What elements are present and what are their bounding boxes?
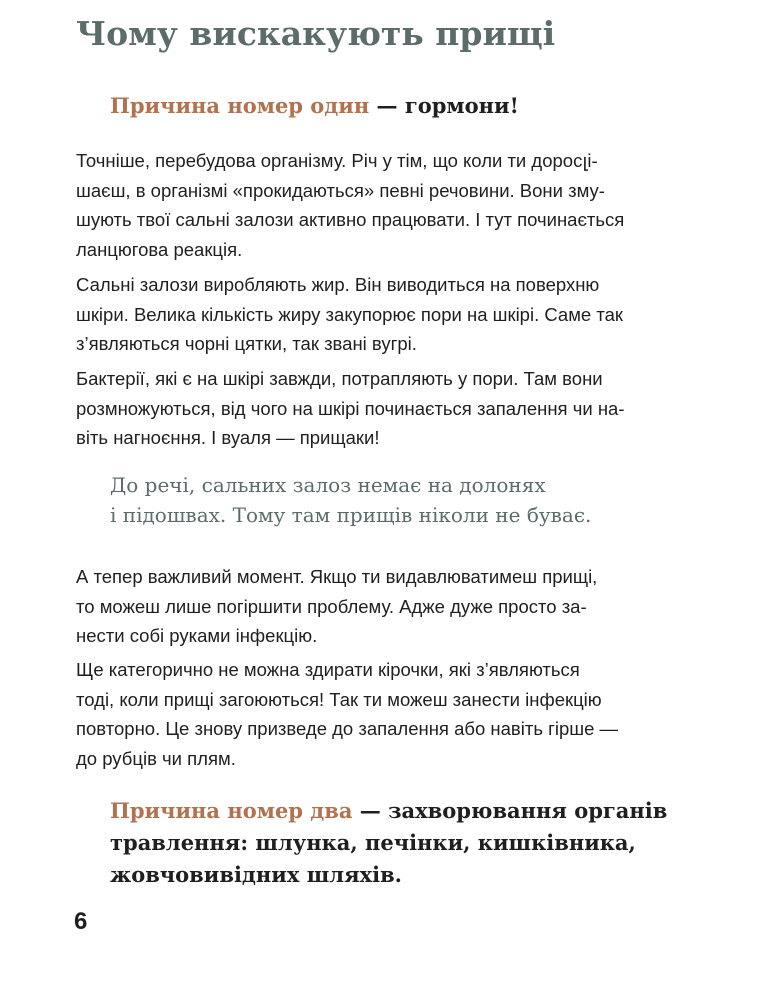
paragraph-squeezing <box>76 562 597 651</box>
reason-one-heading <box>110 90 710 122</box>
paragraph-line: шкіри. Велика кількість жиру закупорює пори на шкірі. Саме так <box>76 303 624 325</box>
paragraph-line: ланцюгова реакція. <box>76 238 243 260</box>
paragraph-line: А тепер важливий момент. Якщо ти видавлюватимеш прищі, <box>76 566 598 587</box>
paragraph-line: шують твої сальні залози активно працювати. І тут починається <box>76 209 625 230</box>
page-title: Чому вискакують прищі <box>76 14 556 53</box>
paragraph-line: Сальні залози виробляють жир. Він виводиться на поверхню <box>76 274 600 295</box>
callout-line: До речі, сальних залоз немає на долонях <box>110 473 546 497</box>
reason-one-accent: Причина номер один <box>110 93 370 118</box>
paragraph-line: до рубців чи плям. <box>76 747 236 769</box>
paragraph-line: розмножуються, від чого на шкірі починається запалення чи на- <box>76 397 625 419</box>
reason-two-line-2: травлення: шлунка, печінки, кишківника, <box>110 830 636 855</box>
paragraph-line: шаєш, в організмі «прокидаються» певні речовини. Вони зму- <box>76 179 605 201</box>
reason-one-rest: — гормони! <box>369 93 519 118</box>
paragraph-scabs <box>76 655 618 773</box>
paragraph-line: то можеш лише погіршити проблему. Адже дуже просто за- <box>76 595 587 617</box>
paragraph-line: Точніше, перебудова організму. Річ у тім, що коли ти доросլі- <box>76 150 598 171</box>
paragraph-line: повторно. Це знову призведе до запалення або навіть гірше — <box>76 718 619 739</box>
paragraph-line: віть нагноєння. І вуаля — прищаки! <box>76 427 380 448</box>
paragraph-line: Бактерії, які є на шкірі завжди, потрапляють у пори. Там вони <box>76 368 603 389</box>
reason-two-accent: Причина номер два <box>110 798 353 823</box>
paragraph-bacteria <box>76 364 625 453</box>
reason-two-heading <box>110 795 730 891</box>
reason-two-rest: — захворювання органів <box>352 798 668 823</box>
paragraph-line: Ще категорично не можна здирати кірочки, які з’являються <box>76 659 580 680</box>
callout-line: і підошвах. Тому там прищів ніколи не буває. <box>110 503 592 527</box>
reason-two-line-1 <box>110 795 730 827</box>
callout-note <box>110 470 591 530</box>
paragraph-line: нести собі руками інфекцію. <box>76 625 318 646</box>
paragraph-explanation <box>76 146 624 264</box>
reason-two-line-3: жовчовивідних шляхів. <box>110 862 402 887</box>
paragraph-line: з’являються чорні цятки, так звані вугрі. <box>76 333 417 354</box>
paragraph-line: тоді, коли прищі загоюються! Так ти можеш занести інфекцію <box>76 688 602 710</box>
paragraph-sebum <box>76 270 623 359</box>
page-number: 6 <box>74 908 88 935</box>
